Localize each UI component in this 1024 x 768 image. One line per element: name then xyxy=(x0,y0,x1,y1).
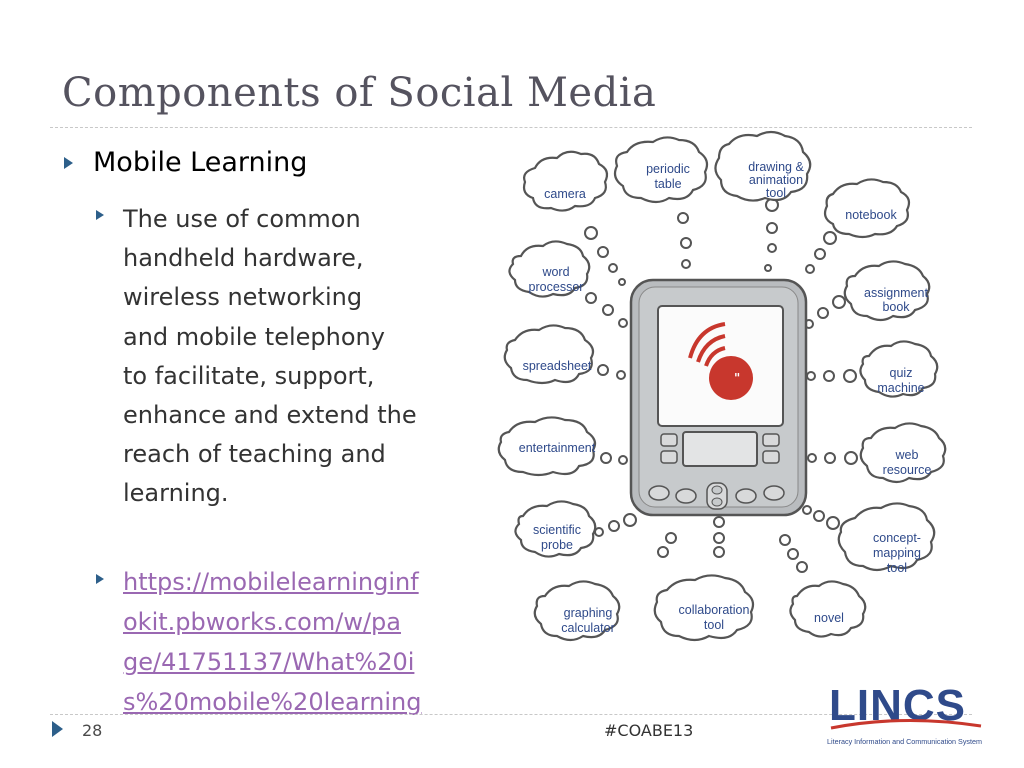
concept-mapping-label-line2: mapping xyxy=(873,546,921,560)
concept-mapping-label-line1: concept- xyxy=(873,531,921,545)
link-line[interactable]: s%20mobile%20learning xyxy=(123,688,422,716)
concept-mapping-label-line3: tool xyxy=(886,561,908,575)
novel-label: novel xyxy=(814,611,844,625)
definition-line: learning. xyxy=(123,479,229,508)
notebook-label: notebook xyxy=(845,208,897,222)
collaboration-tool-label-line1: collaboration xyxy=(678,603,750,617)
pda-device-icon xyxy=(631,280,806,515)
quiz-machine-bubble xyxy=(860,341,937,396)
assignment-book-bubble xyxy=(845,261,930,320)
drawing-tool-label-line2: animation xyxy=(748,173,804,187)
web-resource-label-line1: web xyxy=(895,448,919,462)
lincs-logo xyxy=(823,676,988,751)
entertainment-bubble xyxy=(499,417,596,475)
link-line[interactable]: https://mobilelearninginf xyxy=(123,568,419,596)
assignment-book-label-line2: book xyxy=(882,300,910,314)
periodic-table-bubble xyxy=(615,137,707,202)
word-processor-label-line1: word xyxy=(542,265,570,279)
quiz-machine-label-line1: quiz xyxy=(889,366,913,380)
word-processor-label-line2: processor xyxy=(528,280,584,294)
resource-link[interactable] xyxy=(123,562,453,722)
link-line[interactable]: okit.pbworks.com/w/pa xyxy=(123,608,401,636)
spreadsheet-label: spreadsheet xyxy=(522,359,592,373)
graphing-calculator-label-line2: calculator xyxy=(561,621,615,635)
drawing-tool-label-line1: drawing & xyxy=(748,160,804,174)
spreadsheet-bubble xyxy=(505,325,593,383)
definition-line: The use of common xyxy=(123,205,361,233)
bullet-mobile-learning: Mobile Learning xyxy=(93,147,308,178)
novel-bubble xyxy=(790,581,865,636)
definition-line: enhance and extend the xyxy=(123,401,417,430)
lincs-tagline: Literacy Information and Communication System xyxy=(827,737,982,746)
collaboration-tool-bubble xyxy=(655,575,753,640)
definition-line: wireless networking xyxy=(123,283,363,312)
svg-text:": " xyxy=(734,371,741,385)
footer-hashtag: #COABE13 xyxy=(604,721,694,740)
slide-number: 28 xyxy=(82,721,103,740)
definition-line: handheld hardware, xyxy=(123,244,364,273)
definition-text xyxy=(123,200,453,514)
title-divider xyxy=(50,127,972,128)
sub-bullet-arrow-icon xyxy=(96,574,104,584)
collaboration-tool-label-line2: tool xyxy=(703,618,725,632)
slide-title: Components of Social Media xyxy=(62,70,657,116)
definition-line: reach of teaching and xyxy=(123,440,386,469)
notebook-bubble xyxy=(825,179,909,237)
web-resource-label-line2: resource xyxy=(882,463,932,477)
sub-bullet-arrow-icon xyxy=(96,210,104,220)
graphing-calculator-bubble xyxy=(535,581,620,640)
quiz-machine-label-line2: machine xyxy=(877,381,925,395)
drawing-tool-label-line3: tool xyxy=(765,186,787,200)
drawing-tool-bubble xyxy=(715,132,810,201)
bullet-arrow-icon xyxy=(64,157,73,169)
scientific-probe-label-line1: scientific xyxy=(533,523,581,537)
periodic-table-label-line2: table xyxy=(654,177,682,191)
definition-line: to facilitate, support, xyxy=(123,361,375,390)
scientific-probe-label-line2: probe xyxy=(541,538,573,552)
web-resource-bubble xyxy=(861,423,946,482)
footer-arrow-icon xyxy=(52,721,63,737)
camera-bubble xyxy=(524,152,607,211)
link-line[interactable]: ge/41751137/What%20i xyxy=(123,648,415,676)
mobile-learning-illustration xyxy=(493,130,963,660)
concept-mapping-tool-bubble xyxy=(839,503,934,575)
assignment-book-label-line1: assignment xyxy=(864,286,928,300)
periodic-table-label-line1: periodic xyxy=(646,162,690,176)
camera-label: camera xyxy=(544,187,586,201)
scientific-probe-bubble xyxy=(515,501,595,556)
lincs-wordmark: LINCS xyxy=(829,681,966,730)
graphing-calculator-label-line1: graphing xyxy=(563,606,613,620)
definition-line: and mobile telephony xyxy=(123,322,385,351)
word-processor-bubble xyxy=(509,241,589,296)
entertainment-label: entertainment xyxy=(518,441,596,455)
